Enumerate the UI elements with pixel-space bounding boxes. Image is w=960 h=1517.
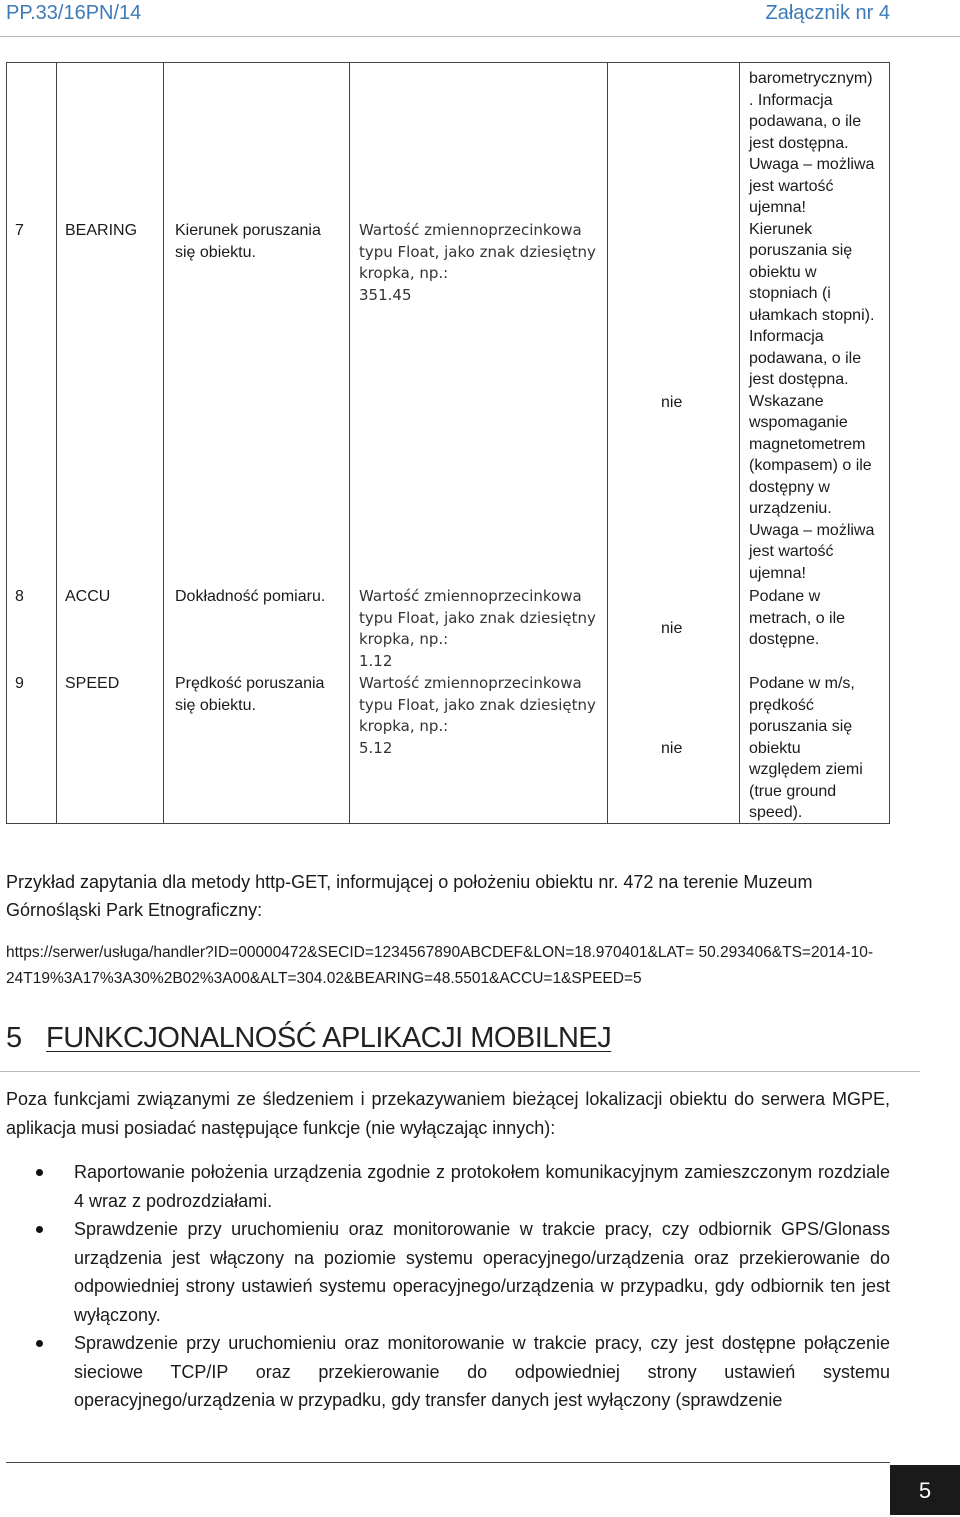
column-divider	[607, 63, 608, 823]
row-number: 8	[15, 588, 24, 605]
param-description: Dokładność pomiaru.	[175, 588, 326, 605]
column-divider	[739, 63, 740, 823]
parameters-table	[6, 62, 890, 824]
bullet-icon	[36, 1169, 43, 1176]
column-divider	[349, 63, 350, 823]
row-number: 7	[15, 222, 24, 239]
param-type: Wartość zmiennoprzecinkowa typu Float, jako znak dziesiętny kropka, np.: 351.45	[359, 221, 596, 304]
row-number: 9	[15, 675, 24, 692]
page-number: 5	[890, 1465, 960, 1515]
param-notes: Podane w m/s, prędkość poruszania się obiektu względem ziemi (true ground speed).	[749, 675, 863, 821]
document-reference: PP.33/16PN/14	[6, 2, 142, 24]
section-heading	[6, 1022, 611, 1055]
footer-divider	[6, 1462, 890, 1463]
param-type: Wartość zmiennoprzecinkowa typu Float, jako znak dziesiętny kropka, np.: 1.12	[359, 587, 596, 670]
param-notes: barometrycznym) . Informacja podawana, o ile jest dostępna. Uwaga – możliwa jest wartość ujemna! Kierunek poruszania się obiektu w stopniach (i ułamkach stopni). Informacja podawana, o ile jest dostępna. Wskazane wspomaganie magnetometrem (kompasem) o ile dostępny w urządzeniu. Uwaga – możliwa jest wartość ujemna!	[749, 70, 875, 582]
param-name: BEARING	[65, 222, 138, 239]
attachment-label: Załącznik nr 4	[765, 2, 890, 24]
param-type: Wartość zmiennoprzecinkowa typu Float, jako znak dziesiętny kropka, np.: 5.12	[359, 674, 596, 757]
param-required: nie	[661, 620, 683, 637]
bullet-icon	[36, 1340, 43, 1347]
list-item: Sprawdzenie przy uruchomieniu oraz monitorowanie w trakcie pracy, czy jest dostępne połączenie sieciowe TCP/IP oraz przekierowanie do odpowiedniej strony ustawień systemu operacyjnego/urządzenia w przypadku, gdy transfer danych jest wyłączony (sprawdzenie	[0, 1329, 890, 1415]
header-divider	[0, 36, 960, 37]
bullet-icon	[36, 1226, 43, 1233]
param-name: ACCU	[65, 588, 111, 605]
param-name: SPEED	[65, 675, 120, 692]
section-intro: Poza funkcjami związanymi ze śledzeniem i przekazywaniem bieżącej lokalizacji obiektu do serwera MGPE, aplikacja musi posiadać następujące funkcje (nie wyłączając innych):	[6, 1089, 890, 1138]
section-divider	[0, 1071, 920, 1072]
list-item: Sprawdzenie przy uruchomieniu oraz monitorowanie w trakcie pracy, czy odbiornik GPS/Glonass urządzenia jest włączony na poziomie systemu operacyjnego/urządzenia oraz przekierowanie do odpowiedniej strony ustawień systemu operacyjnego/urządzenia w przypadku, gdy odbiornik ten jest wyłączony.	[0, 1215, 890, 1329]
param-description: Kierunek poruszania się obiektu.	[175, 222, 321, 261]
param-required: nie	[661, 740, 683, 757]
column-divider	[163, 63, 164, 823]
param-notes: Podane w metrach, o ile dostępne.	[749, 588, 846, 648]
section-number: 5	[6, 1022, 22, 1054]
requirements-list	[0, 1158, 890, 1415]
example-url: https://serwer/usługa/handler?ID=00000472&SECID=1234567890ABCDEF&LON=18.970401&LAT= 50.293406&TS=2014-10- 24T19%3A17%3A30%2B02%3A00&ALT=304.02&BEARING=48.5501&ACCU=1&SPEED=5	[6, 944, 874, 987]
section-title: FUNKCJONALNOŚĆ APLIKACJI MOBILNEJ	[46, 1022, 612, 1054]
list-item: Raportowanie położenia urządzenia zgodnie z protokołem komunikacyjnym zamieszczonym rozdziale 4 wraz z podrozdziałami.	[0, 1158, 890, 1215]
column-divider	[56, 63, 57, 823]
param-required: nie	[661, 394, 683, 411]
param-description: Prędkość poruszania się obiektu.	[175, 675, 325, 714]
example-intro: Przykład zapytania dla metody http-GET, informującej o położeniu obiektu nr. 472 na terenie Muzeum Górnośląski Park Etnograficzny:	[6, 872, 813, 920]
